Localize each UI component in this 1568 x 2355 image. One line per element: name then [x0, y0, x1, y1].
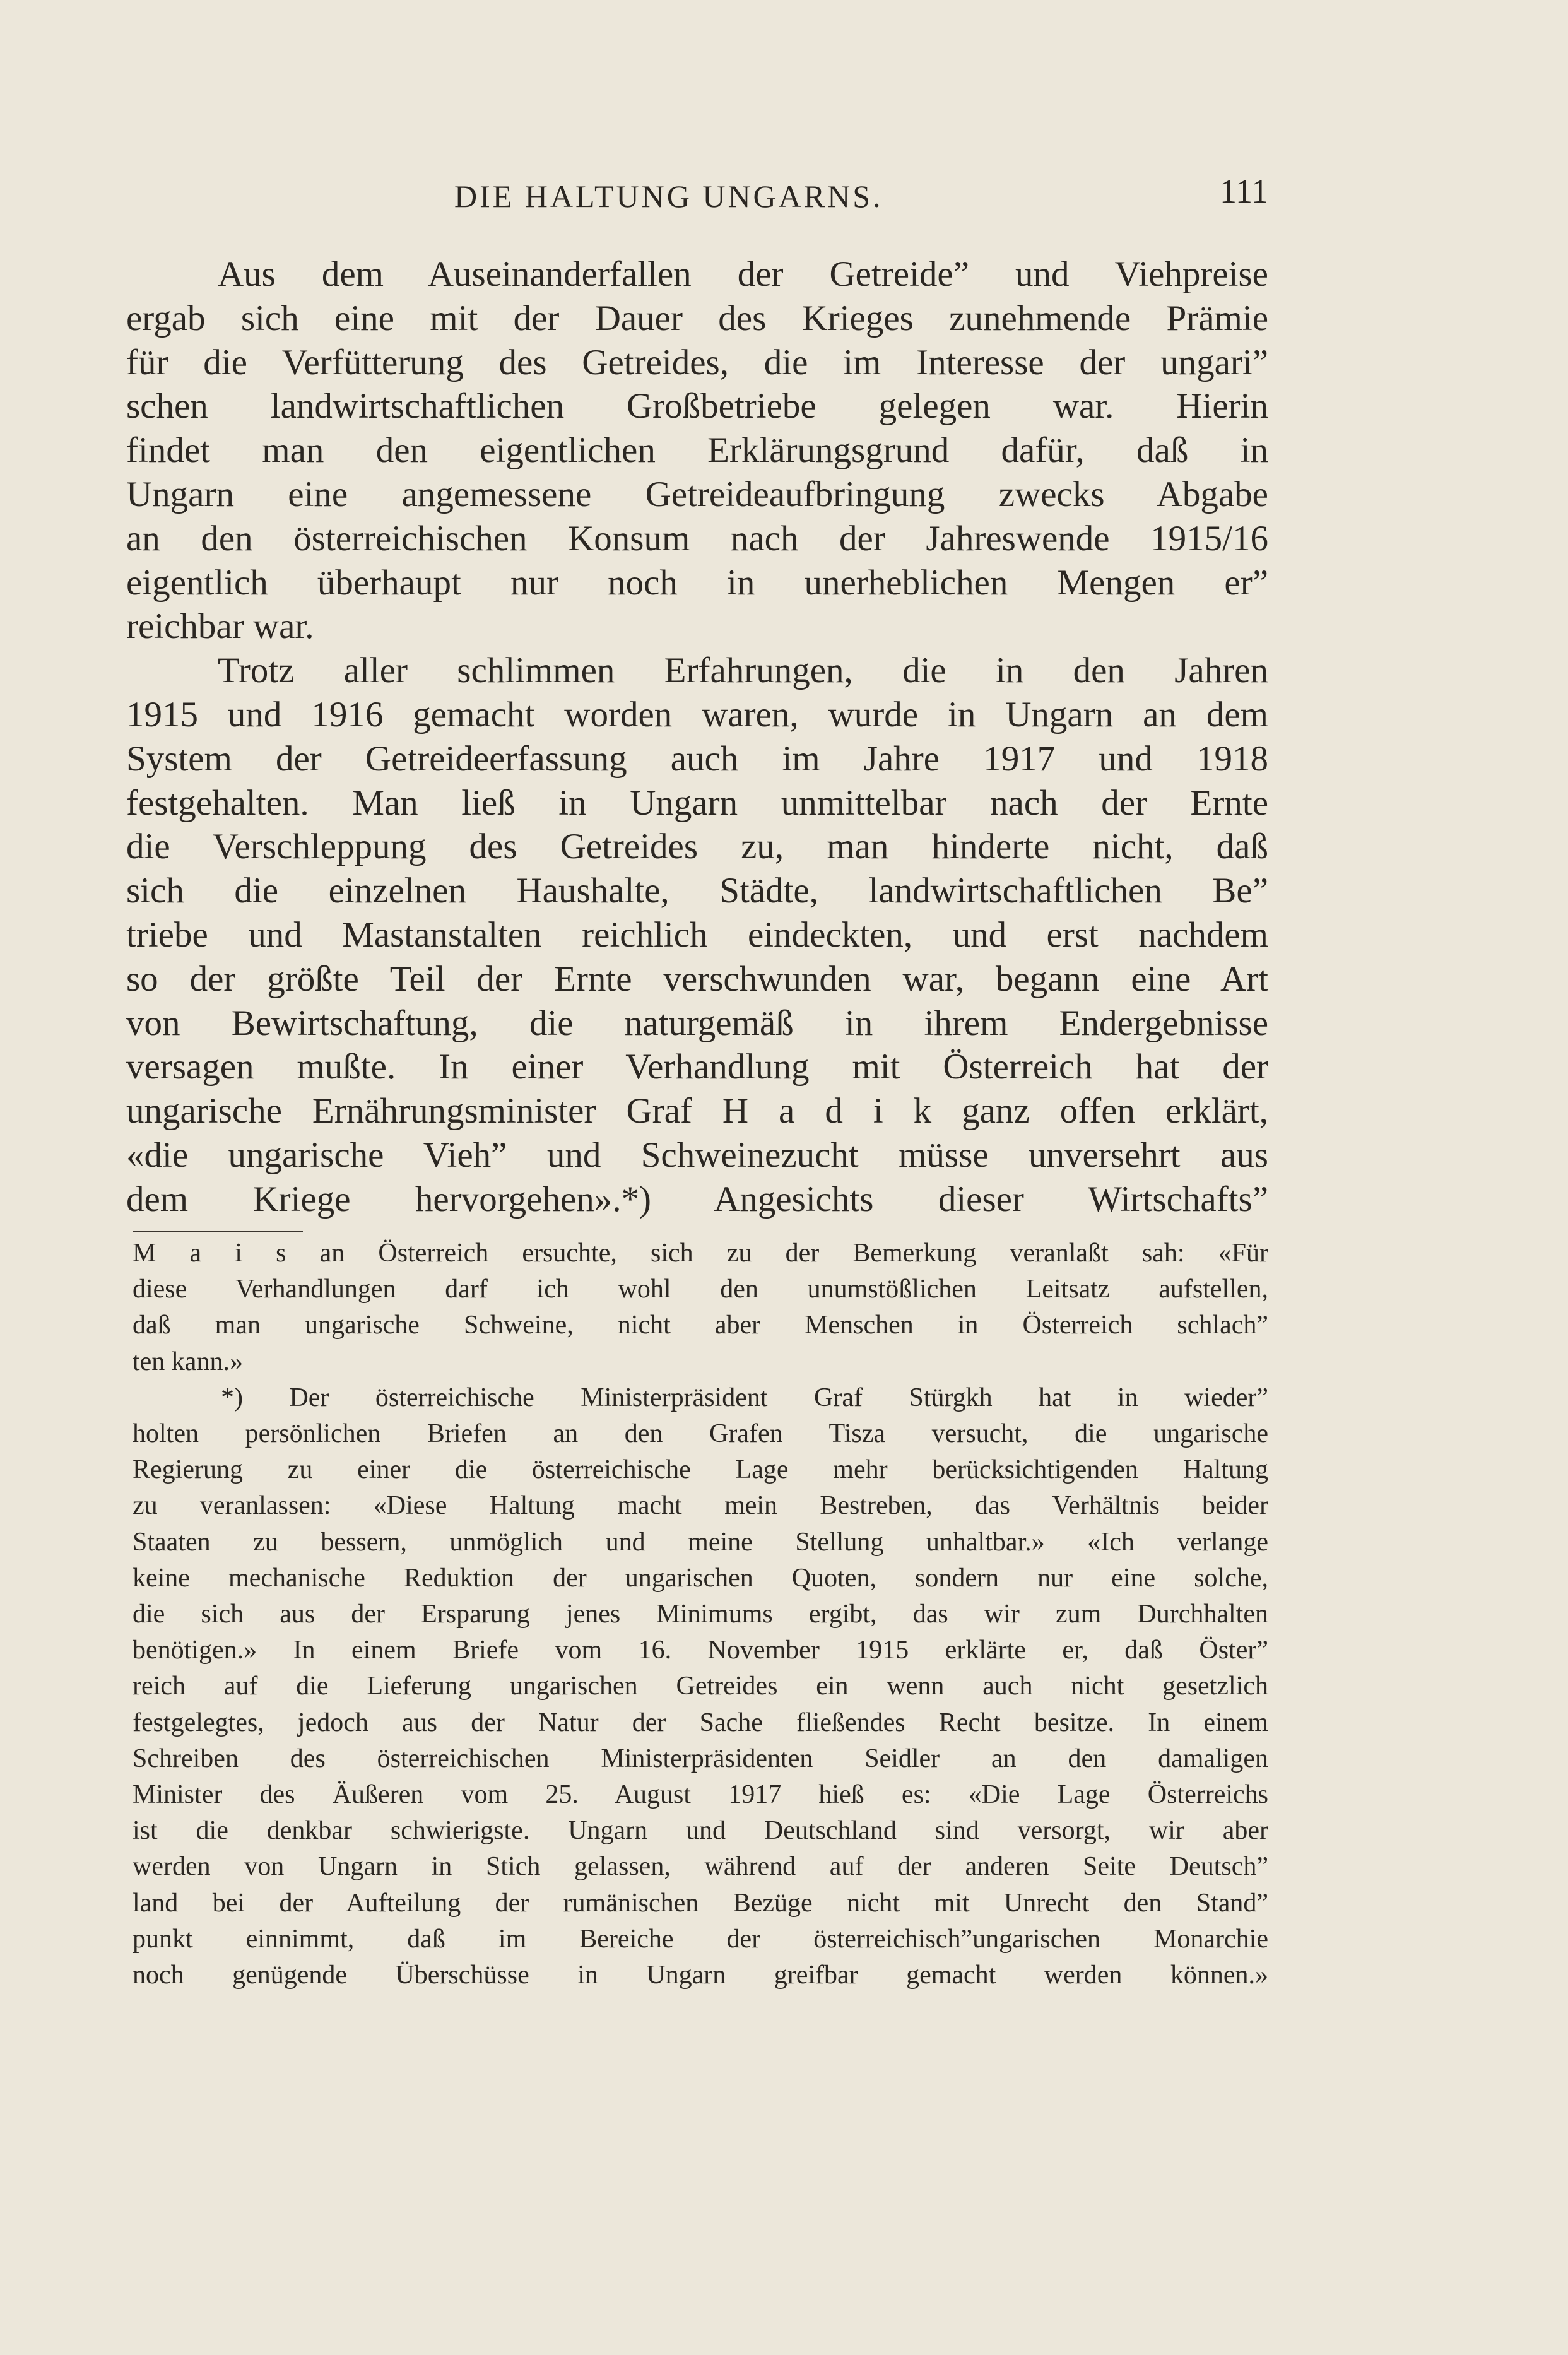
text-line: die Verschleppung des Getreides zu, man hinderte nicht, daß	[126, 827, 1268, 867]
text-line: festgehalten. Man ließ in Ungarn unmittelbar nach der Ernte	[126, 782, 1268, 823]
page-number: 111	[1220, 172, 1268, 210]
text-line: ungarische Ernährungsminister Graf H a d i k ganz offen erklärt,	[126, 1091, 1268, 1131]
text-line: schen landwirtschaftlichen Großbetriebe gelegen war. Hierin	[126, 386, 1268, 427]
footnote-line: noch genügende Überschüsse in Ungarn greifbar gemacht werden können.»	[133, 1961, 1268, 1990]
text-line: versagen mußte. In einer Verhandlung mit Österreich hat der	[126, 1047, 1268, 1087]
footnote-line: keine mechanische Reduktion der ungarischen Quoten, sondern nur eine solche,	[133, 1563, 1268, 1593]
footnotes	[133, 1236, 1268, 1993]
main-text	[126, 252, 1268, 1222]
text-line: Ungarn eine angemessene Getreideaufbringung zwecks Abgabe	[126, 474, 1268, 514]
footnote-line: daß man ungarische Schweine, nicht aber Menschen in Österreich schlachˮ	[133, 1311, 1268, 1340]
text-line: eigentlich überhaupt nur noch in unerheblichen Mengen erˮ	[126, 562, 1268, 603]
footnote-line: reich auf die Lieferung ungarischen Getreides ein wenn auch nicht gesetzlich	[133, 1672, 1268, 1701]
footnote-line: Minister des Äußeren vom 25. August 1917 hieß es: «Die Lage Österreichs	[133, 1780, 1268, 1810]
text-line: Aus dem Auseinanderfallen der Getreideˮ und Viehpreise	[218, 254, 1268, 294]
footnote-line: festgelegtes, jedoch aus der Natur der Sache fließendes Recht besitze. In einem	[133, 1708, 1268, 1737]
footnote-line: ten kann.»	[133, 1347, 243, 1376]
footnote-line: land bei der Aufteilung der rumänischen Bezüge nicht mit Unrecht den Standˮ	[133, 1888, 1268, 1918]
footnote-rule	[133, 1231, 303, 1232]
text-line: reichbar war.	[126, 606, 314, 647]
running-head	[126, 172, 1268, 222]
footnote-line: Regierung zu einer die österreichische Lage mehr berücksichtigenden Haltung	[133, 1455, 1268, 1485]
footnote-line: holten persönlichen Briefen an den Grafen Tisza versucht, die ungarische	[133, 1419, 1268, 1449]
text-line: triebe und Mastanstalten reichlich eindeckten, und erst nachdem	[126, 914, 1268, 955]
footnote-line: werden von Ungarn in Stich gelassen, während auf der anderen Seite Deutschˮ	[133, 1852, 1268, 1882]
text-line: System der Getreideerfassung auch im Jahre 1917 und 1918	[126, 738, 1268, 779]
footnote-line: ist die denkbar schwierigste. Ungarn und Deutschland sind versorgt, wir aber	[133, 1816, 1268, 1846]
text-line: Trotz aller schlimmen Erfahrungen, die in den Jahren	[218, 651, 1268, 691]
footnote-line: *) Der österreichische Ministerpräsident Graf Stürgkh hat in wiederˮ	[221, 1383, 1268, 1412]
text-line: an den österreichischen Konsum nach der Jahreswende 1915/16	[126, 518, 1268, 558]
text-line: dem Kriege hervorgehen».*) Angesichts dieser Wirtschaftsˮ	[126, 1179, 1268, 1219]
text-line: findet man den eigentlichen Erklärungsgrund dafür, daß in	[126, 430, 1268, 471]
footnote-line: zu veranlassen: «Diese Haltung macht mein Bestreben, das Verhältnis beider	[133, 1491, 1268, 1521]
text-line: für die Verfütterung des Getreides, die im Interesse der ungariˮ	[126, 342, 1268, 382]
footnote-line: punkt einnimmt, daß im Bereiche der österreichischˮungarischen Monarchie	[133, 1924, 1268, 1954]
footnote-line: Staaten zu bessern, unmöglich und meine Stellung unhaltbar.» «Ich verlange	[133, 1527, 1268, 1557]
text-line: sich die einzelnen Haushalte, Städte, landwirtschaftlichen Beˮ	[126, 871, 1268, 911]
text-line: von Bewirtschaftung, die naturgemäß in ihrem Endergebnisse	[126, 1003, 1268, 1043]
running-title: DIE HALTUNG UNGARNS.	[454, 179, 883, 214]
text-line: so der größte Teil der Ernte verschwunden war, begann eine Art	[126, 959, 1268, 999]
footnote-line: Schreiben des österreichischen Ministerpräsidenten Seidler an den damaligen	[133, 1744, 1268, 1773]
footnote-line: die sich aus der Ersparung jenes Minimums ergibt, das wir zum Durchhalten	[133, 1600, 1268, 1629]
text-line: «die ungarische Viehˮ und Schweinezucht müsse unversehrt aus	[126, 1135, 1268, 1175]
text-line: 1915 und 1916 gemacht worden waren, wurde in Ungarn an dem	[126, 694, 1268, 735]
footnote-line: M a i s an Österreich ersuchte, sich zu der Bemerkung veranlaßt sah: «Für	[133, 1239, 1268, 1268]
footnote-line: diese Verhandlungen darf ich wohl den unumstößlichen Leitsatz aufstellen,	[133, 1275, 1268, 1304]
footnote-line: benötigen.» In einem Briefe vom 16. November 1915 erklärte er, daß Österˮ	[133, 1636, 1268, 1665]
text-line: ergab sich eine mit der Dauer des Krieges zunehmende Prämie	[126, 298, 1268, 338]
